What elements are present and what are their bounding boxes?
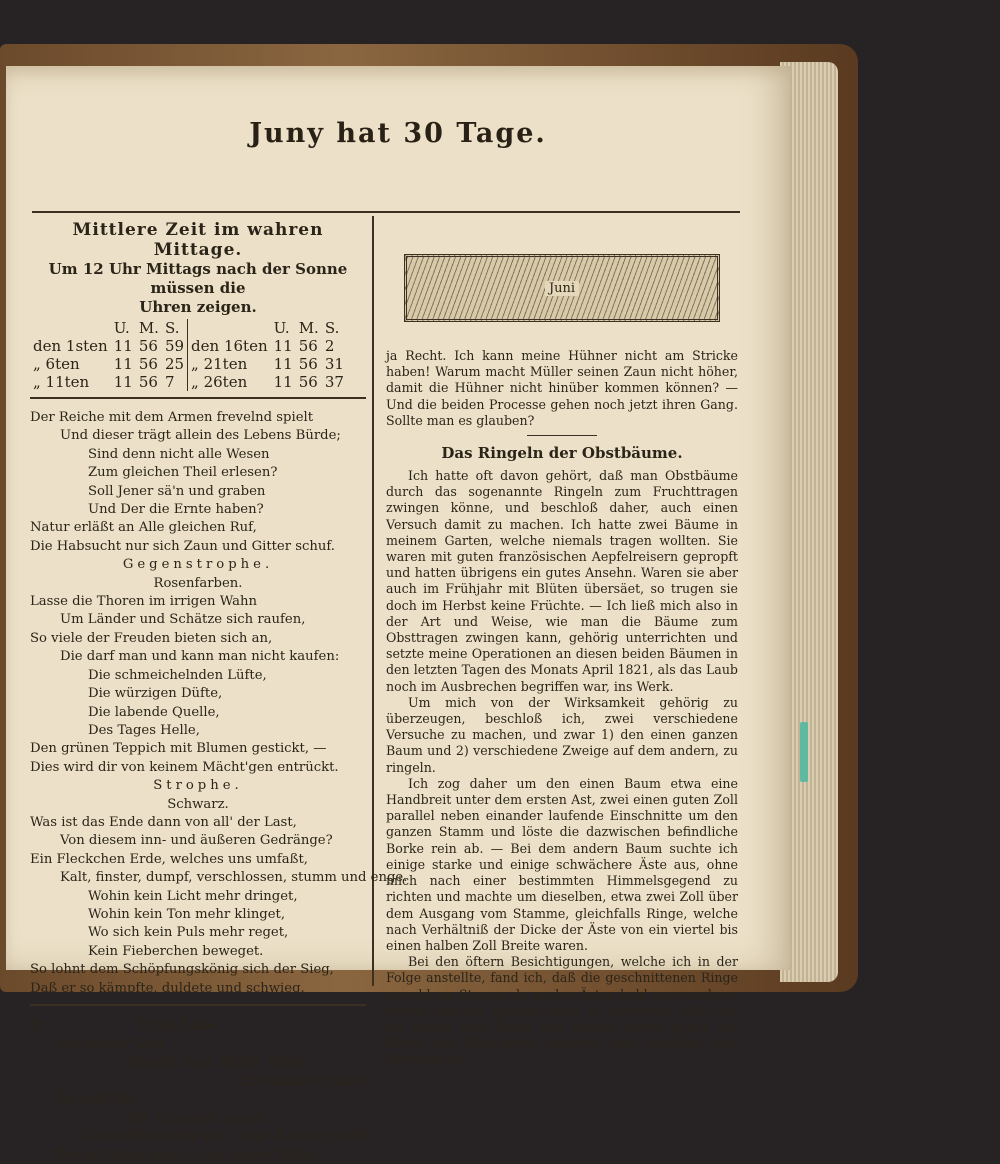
- table-cell: den 16ten: [188, 337, 271, 355]
- poem-line: Kalt, finster, dumpf, verschlossen, stumm und enge.: [30, 869, 366, 887]
- charade-line: Da habt Ihr: [30, 1090, 366, 1109]
- table-cell: „ 26ten: [188, 373, 271, 391]
- table-row: [30, 373, 347, 391]
- poem-line: Lasse die Thoren im irrigen Wahn: [30, 593, 366, 611]
- table-row: [30, 337, 347, 355]
- charade-line: die Charade ganz.: [30, 1109, 366, 1128]
- poem-line: Und dieser trägt allein des Lebens Bürde;: [30, 427, 366, 445]
- table-header: M.: [296, 319, 322, 337]
- bookmark-tab[interactable]: [800, 722, 808, 782]
- table-cell: 11: [271, 337, 296, 355]
- table-header: U.: [111, 319, 136, 337]
- time-subheading: Uhren zeigen.: [30, 298, 366, 317]
- table-row: [30, 355, 347, 373]
- poem-line: Den grünen Teppich mit Blumen gestickt, —: [30, 740, 366, 758]
- table-cell: 56: [136, 337, 162, 355]
- table-cell: 31: [322, 355, 347, 373]
- stanza-subheading: Rosenfarben.: [30, 575, 366, 593]
- poem-line: Daß er so kämpfte, duldete und schwieg.: [30, 980, 366, 998]
- table-header: S.: [322, 319, 347, 337]
- poem-line: Die darf man und kann man nicht kaufen:: [30, 648, 366, 666]
- paragraph: Um mich von der Wirksamkeit gehörig zu überzeugen, beschloß ich, zwei verschiedene Versuche zu machen, und zwar 1) den einen ganzen Baum und 2) verschiedene Zweige auf dem andern, zu ringeln.: [386, 695, 738, 776]
- poem-line: Wo sich kein Puls mehr reget,: [30, 924, 366, 942]
- poem-line: Und Der die Ernte haben?: [30, 501, 366, 519]
- table-cell: 11: [271, 355, 296, 373]
- time-heading: Mittlere Zeit im wahren Mittage.: [30, 220, 366, 260]
- stanza-subheading: Schwarz.: [30, 796, 366, 814]
- left-column: [30, 216, 366, 1164]
- article-body: [386, 468, 738, 1068]
- vignette-label: Juni: [545, 281, 579, 296]
- stanza-heading: Gegenstrophe.: [30, 556, 366, 574]
- poem-line: Sind denn nicht alle Wesen: [30, 446, 366, 464]
- poem-line: Kein Fieberchen beweget.: [30, 943, 366, 961]
- table-cell: 11: [111, 373, 136, 391]
- table-cell: 56: [296, 373, 322, 391]
- poem-line: Dies wird dir von keinem Mächt'gen entrückt.: [30, 759, 366, 777]
- poem-line: Wohin kein Licht mehr dringet,: [30, 888, 366, 906]
- table-cell: „ 21ten: [188, 355, 271, 373]
- table-header-row: [30, 319, 347, 337]
- right-column: [386, 216, 738, 1068]
- charade-line: Zweite und dritte Silbe.: [30, 1053, 366, 1072]
- table-cell: 7: [162, 373, 188, 391]
- time-subheading: Um 12 Uhr Mittags nach der Sonne müssen die: [30, 260, 366, 298]
- poem: [30, 409, 366, 998]
- charade-number: 6): [30, 1016, 44, 1035]
- paragraph: Ich hatte oft davon gehört, daß man Obstbäume durch das sogenannte Ringeln zum Fruchttragen zwingen könne, und beschloß daher, auch einen Versuch damit zu machen. Ich hatte zwei Bäume in meinem Garten, welche niemals tragen wollten. Sie waren mit guten französischen Aepfelreisern gepropft und hatten übrigens ein gutes Ansehn. Waren sie aber auch im Frühjahr mit Blüten übersäet, so trugen sie doch im Herbst keine Früchte. — Ich ließ mich also in der Art und Weise, wie man die Bäume zum Obsttragen zwingen kann, gehörig unterrichten und setzte meine Operationen an diesen beiden Bäumen in den letzten Tagen des Monats April 1821, als das Laub noch im Ausbrechen begriffen war, ins Werk.: [386, 468, 738, 695]
- table-cell: „ 11ten: [30, 373, 111, 391]
- paragraph: Ich zog daher um den einen Baum etwa eine Handbreit unter dem ersten Ast, zwei einen guten Zoll parallel neben einander laufende Einschnitte um den ganzen Stamm und löste die dazwischen befindliche Borke rein ab. — Bei dem andern Baum suchte ich einige starke und einige schwächere Äste aus, ohne mich nach einer bestimmten Himmelsgegend zu richten und machte um dieselben, etwa zwei Zoll über dem Ausgang vom Stamme, gleichfalls Ringe, welche nach Verhältniß der Dicke der Äste von ein viertel bis einen halben Zoll Breite waren.: [386, 776, 738, 954]
- poem-line: Natur erläßt an Alle gleichen Ruf,: [30, 519, 366, 537]
- table-cell: 11: [271, 373, 296, 391]
- header-rule: [32, 211, 740, 213]
- table-cell: 25: [162, 355, 188, 373]
- poem-line: Zum gleichen Theil erlesen?: [30, 464, 366, 482]
- paragraph: Bei den öftern Besichtigungen, welche ich in der Folge anstellte, fand ich, daß die geschnittenen Ringe sowohl am Stamm als an den Ästen bald zugewachsen waren, und ich glaubte dabei zu bemerken, daß sich die Rinde oder Borke von beiden Seiten gegen die Mitte des Einschnitts näherte und daselbst eine Vereinigung: [386, 954, 738, 1067]
- page-title: Juny hat 30 Tage.: [26, 118, 770, 149]
- poem-line: Wohin kein Ton mehr klinget,: [30, 906, 366, 924]
- table-cell: 11: [111, 355, 136, 373]
- poem-line: Soll Jener sä'n und graben: [30, 483, 366, 501]
- poem-line: Ein Fleckchen Erde, welches uns umfaßt,: [30, 851, 366, 869]
- intro-text: ja Recht. Ich kann meine Hühner nicht am Stricke haben! Warum macht Müller seinen Zaun nicht höher, damit die Hühner nicht hinüber kommen können? — Und die beiden Processe gehen noch jetzt ihren Gang. Sollte man es glauben?: [386, 348, 738, 429]
- charade-line: Ein dummer Hans.: [30, 1072, 366, 1091]
- charade-line: Wer d'runter steht — ein armer Wicht.: [30, 1146, 366, 1164]
- charade-line: D'rin steht sich's gut — nur d'runter nicht;: [30, 1127, 366, 1146]
- table-cell: 56: [136, 355, 162, 373]
- poem-line: So viele der Freuden bieten sich an,: [30, 630, 366, 648]
- book-page: [6, 66, 790, 970]
- article-title: Das Ringeln der Obstbäume.: [386, 444, 738, 462]
- poem-line: Von diesem inn- und äußeren Gedränge?: [30, 832, 366, 850]
- table-cell: „ 6ten: [30, 355, 111, 373]
- poem-line: Die würzigen Düfte,: [30, 685, 366, 703]
- section-rule: [30, 397, 366, 399]
- charade-line: Ein großer Gott —: [30, 1035, 366, 1054]
- table-cell: 56: [136, 373, 162, 391]
- table-cell: 56: [296, 355, 322, 373]
- poem-line: So lohnt dem Schöpfungskönig sich der Sieg,: [30, 961, 366, 979]
- time-table: [30, 319, 347, 391]
- poem-line: Die Habsucht nur sich Zaun und Gitter schuf.: [30, 538, 366, 556]
- table-cell: 59: [162, 337, 188, 355]
- charade-line: Erste Silbe.: [30, 1016, 366, 1035]
- poem-line: Des Tages Helle,: [30, 722, 366, 740]
- section-rule: [30, 1004, 366, 1006]
- poem-line: Um Länder und Schätze sich raufen,: [30, 611, 366, 629]
- table-header: M.: [136, 319, 162, 337]
- month-vignette-image: [404, 254, 720, 322]
- stanza-heading: Strophe.: [30, 777, 366, 795]
- charade: [30, 1016, 366, 1164]
- table-header: S.: [162, 319, 188, 337]
- table-cell: den 1sten: [30, 337, 111, 355]
- poem-line: Die labende Quelle,: [30, 704, 366, 722]
- poem-line: Der Reiche mit dem Armen frevelnd spielt: [30, 409, 366, 427]
- table-cell: 2: [322, 337, 347, 355]
- table-cell: 11: [111, 337, 136, 355]
- poem-line: Die schmeichelnden Lüfte,: [30, 667, 366, 685]
- poem-line: Was ist das Ende dann von all' der Last,: [30, 814, 366, 832]
- table-cell: 56: [296, 337, 322, 355]
- table-header: U.: [271, 319, 296, 337]
- table-cell: 37: [322, 373, 347, 391]
- short-rule: [527, 435, 597, 436]
